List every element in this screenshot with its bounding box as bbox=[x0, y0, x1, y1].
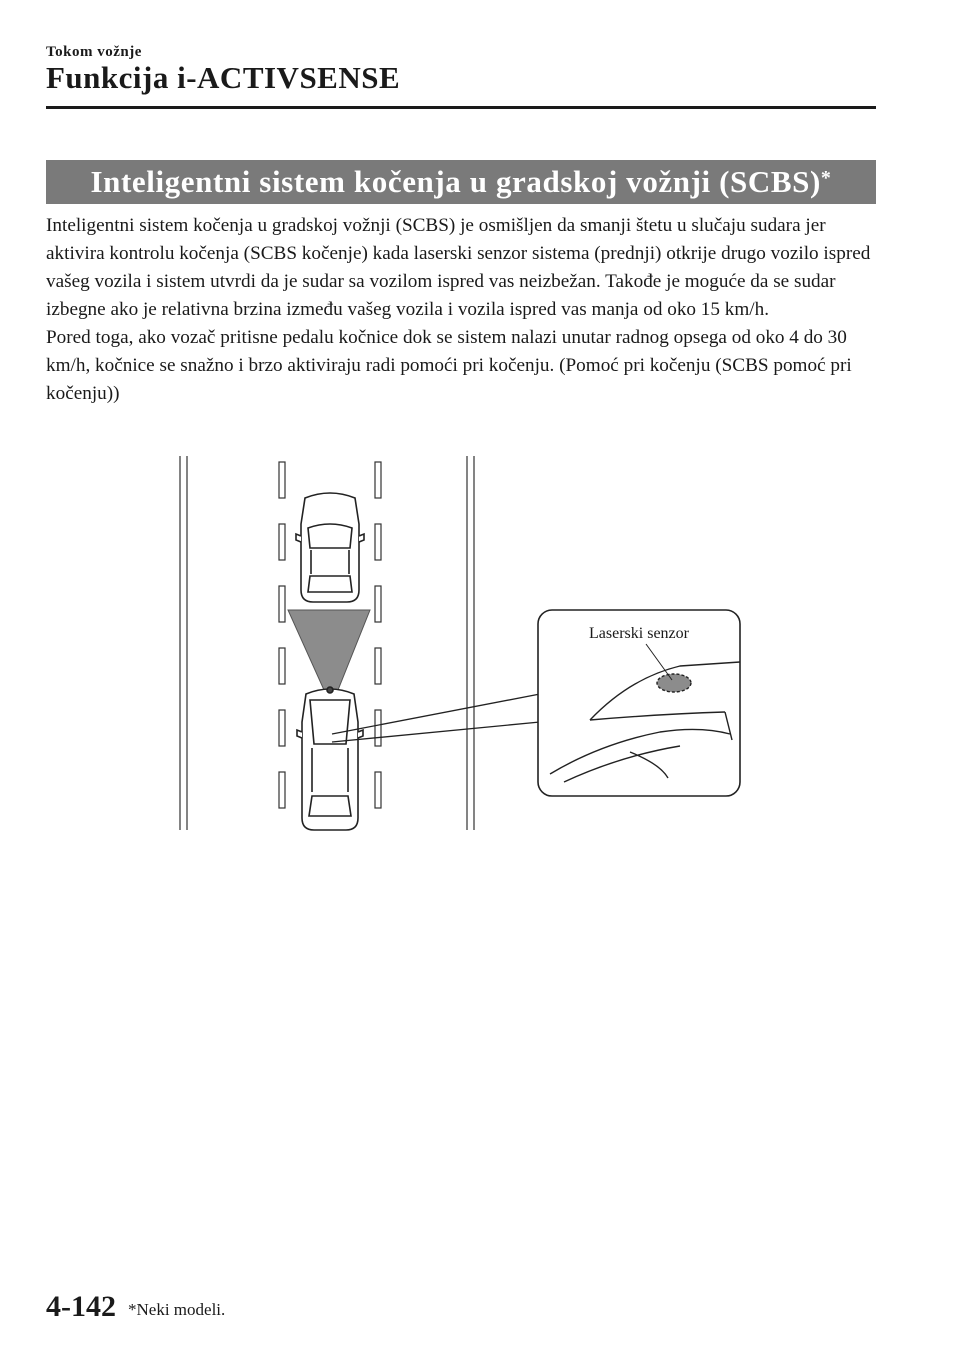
banner-title: Inteligentni sistem kočenja u gradskoj vožnji (SCBS) bbox=[90, 164, 821, 199]
body-text bbox=[46, 212, 876, 408]
paragraph-description: Inteligentni sistem kočenja u gradskoj vožnji (SCBS) je osmišljen da smanji štetu u slučaju sudara jer aktivira kontrolu kočenja (SCBS kočenje) kada laserski senzor sistema (prednji) otkrije drugo vozilo ispred vašeg vozila i sistem utvrdi da je sudar sa vozilom ispred vas neizbežan. Takođe je moguće da se sudar izbegne ako je relativna brzina između vašeg vozila i vozila ispred vas manja od oko 15 km/h. bbox=[46, 215, 871, 320]
lane-dashes-right bbox=[375, 462, 381, 808]
own-vehicle bbox=[297, 687, 363, 830]
laser-sensor-callout bbox=[538, 610, 740, 796]
banner-asterisk: * bbox=[820, 166, 832, 189]
road-edge-right bbox=[467, 456, 474, 830]
laser-sensor-label: Laserski senzor bbox=[589, 625, 689, 642]
vehicle-ahead bbox=[296, 493, 364, 602]
lane-dashes-left bbox=[279, 462, 285, 808]
illustration-svg bbox=[160, 452, 750, 836]
laser-detection-cone bbox=[288, 610, 370, 690]
page-number: 4-142 bbox=[46, 1290, 116, 1323]
topic-banner bbox=[46, 160, 876, 204]
section-title: Funkcija i-ACTIVSENSE bbox=[46, 60, 401, 95]
header-rule bbox=[46, 106, 876, 109]
road-edge-left bbox=[180, 456, 187, 830]
footnote: *Neki modeli. bbox=[128, 1300, 226, 1319]
chapter-title: Tokom vožnje bbox=[46, 44, 142, 60]
paragraph-brake-assist: Pored toga, ako vozač pritisne pedalu kočnice dok se sistem nalazi unutar radnog opsega od oko 4 do 30 km/h, kočnice se snažno i brzo aktiviraju radi pomoći pri kočenju. (Pomoć pri kočenju (SCBS pomoć pri kočenju)) bbox=[46, 327, 852, 404]
scbs-illustration bbox=[160, 452, 750, 836]
